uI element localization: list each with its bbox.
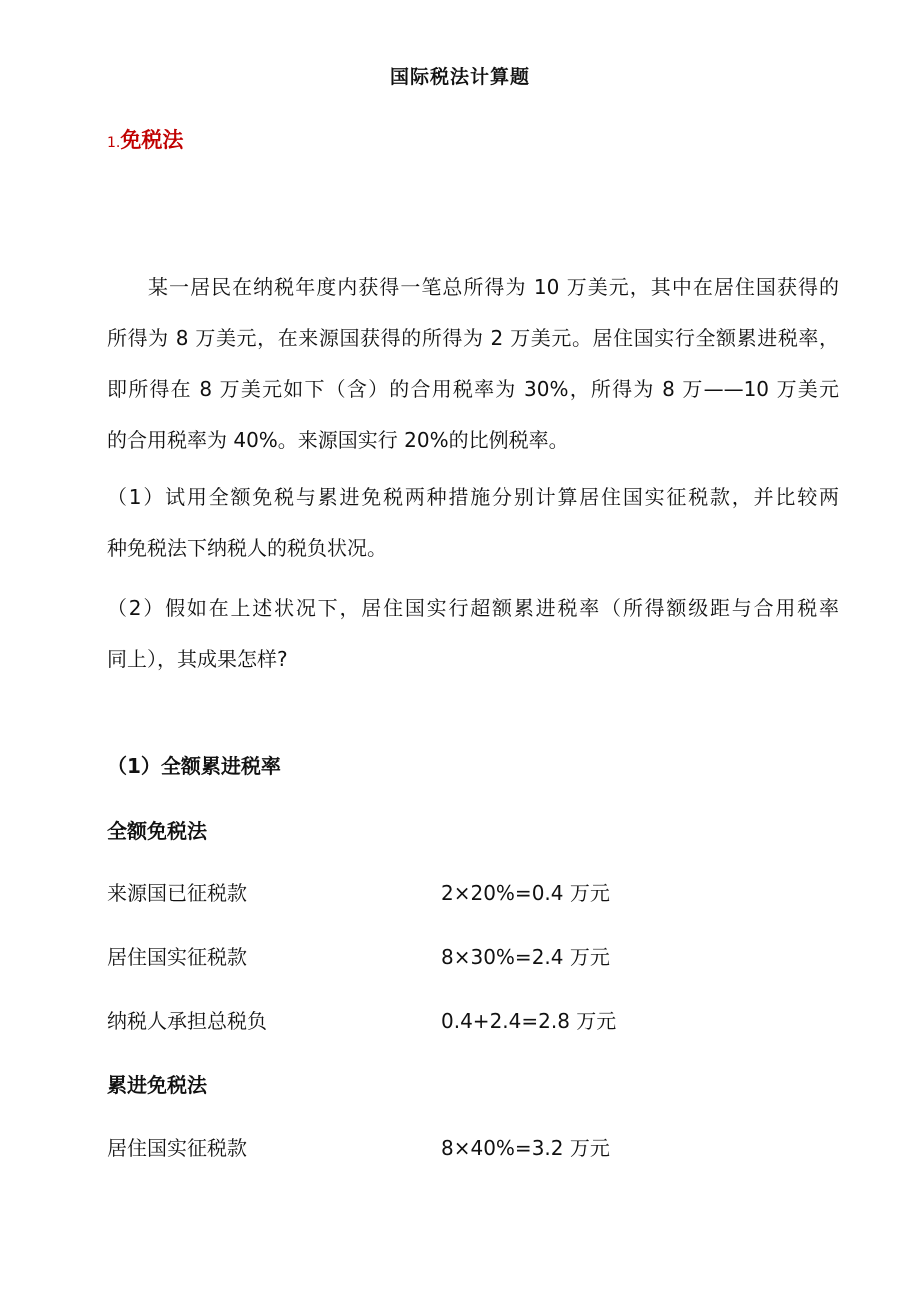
row-label: 纳税人承担总税负 bbox=[107, 1009, 267, 1033]
section-label: 免税法 bbox=[120, 128, 184, 152]
problem-paragraph bbox=[107, 262, 839, 466]
full-exemption-row-source-tax bbox=[107, 877, 610, 906]
row-value: 0.4+2.4=2.8 万元 bbox=[441, 1009, 617, 1033]
page-title: 国际税法计算题 bbox=[389, 66, 530, 88]
row-label: 居住国实征税款 bbox=[107, 1136, 247, 1160]
section-heading bbox=[107, 124, 183, 154]
question-2-paragraph bbox=[107, 583, 839, 685]
row-value: 2×20%=0.4 万元 bbox=[441, 881, 610, 905]
question-2-line-2: 同上），其成果怎样? bbox=[107, 647, 288, 671]
question-2-line-1: （2）假如在上述状况下，居住国实行超额累进税率（所得额级距与合用税率 bbox=[107, 596, 839, 620]
row-value: 8×40%=3.2 万元 bbox=[441, 1136, 610, 1160]
question-1-line-1: （1）试用全额免税与累进免税两种措施分别计算居住国实征税款，并比较两 bbox=[107, 485, 839, 509]
problem-line-3: 即所得在 8 万美元如下（含）的合用税率为 30%，所得为 8 万——10 万美元 bbox=[107, 377, 839, 401]
section-number: 1. bbox=[107, 135, 121, 151]
progressive-exemption-row-residence-tax bbox=[107, 1132, 610, 1161]
row-label: 来源国已征税款 bbox=[107, 881, 247, 905]
full-exemption-heading: 全额免税法 bbox=[107, 819, 207, 843]
row-label: 居住国实征税款 bbox=[107, 945, 247, 969]
problem-line-1: 某一居民在纳税年度内获得一笔总所得为 10 万美元，其中在居住国获得的 bbox=[147, 275, 839, 299]
row-value: 8×30%=2.4 万元 bbox=[441, 945, 610, 969]
problem-line-2: 所得为 8 万美元，在来源国获得的所得为 2 万美元。居住国实行全额累进税率， bbox=[107, 326, 839, 350]
full-exemption-row-residence-tax bbox=[107, 941, 610, 970]
question-1-paragraph bbox=[107, 472, 839, 574]
question-1-line-2: 种免税法下纳税人的税负状况。 bbox=[107, 536, 387, 560]
progressive-exemption-heading: 累进免税法 bbox=[107, 1073, 207, 1097]
full-exemption-row-total-burden bbox=[107, 1005, 617, 1034]
answer-part-1-title: （1）全额累进税率 bbox=[107, 754, 281, 778]
problem-line-4: 的合用税率为 40%。来源国实行 20%的比例税率。 bbox=[107, 428, 569, 452]
